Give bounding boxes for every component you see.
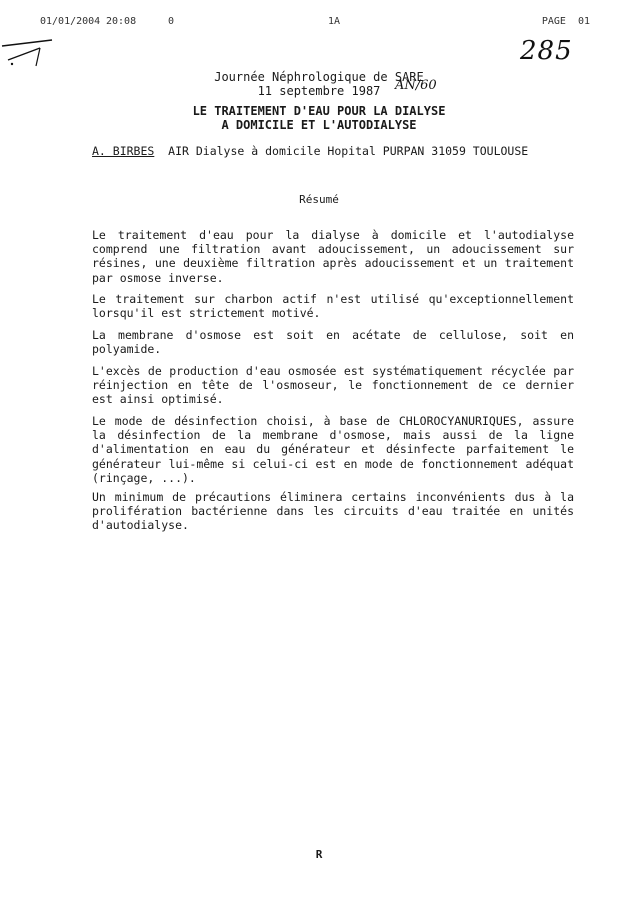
summary-paragraph: Le mode de désinfection choisi, à base de CHLOROCYANURIQUES, assure la désinfection de la membrane d'osmose, mais aussi de la ligne d'alimentation en eau du générateur et désinfecte parfaitement le générateur lui-même si celui-ci est en mode de fonctionnement adéquat (rinçage, ...). — [92, 414, 574, 485]
fax-page: PAGE 01 — [541, 16, 590, 27]
footer-mark: R — [315, 848, 323, 861]
fax-number: 0 — [168, 16, 175, 27]
document-title-line-2: A DOMICILE ET L'AUTODIALYSE — [221, 118, 417, 132]
summary-paragraph: La membrane d'osmose est soit en acétate de cellulose, soit en polyamide. — [92, 328, 574, 357]
summary-paragraph: Le traitement sur charbon actif n'est utilisé qu'exceptionnellement lorsqu'il est strictement motivé. — [92, 292, 574, 321]
handwritten-annotation: AN/60 — [395, 78, 437, 93]
summary-paragraph: L'excès de production d'eau osmosée est systématiquement récyclée par réinjection en tête de l'osmoseur, le fonctionnement de ce dernier est ainsi optimisé. — [92, 364, 574, 407]
fax-time: 20:08 — [106, 16, 137, 27]
handwritten-reference: 285 — [520, 36, 573, 66]
author-name: A. BIRBES — [92, 144, 155, 158]
document-title-line-1: LE TRAITEMENT D'EAU POUR LA DIALYSE — [192, 104, 446, 118]
author-affiliation: AIR Dialyse à domicile Hopital PURPAN 31059 TOULOUSE — [168, 144, 529, 158]
summary-paragraph: Le traitement d'eau pour la dialyse à domicile et l'autodialyse comprend une filtration avant adoucissement, un adoucissement sur résines, une deuxième filtration après adoucissement et un traitement par osmose inverse. — [92, 228, 574, 285]
conference-name: Journée Néphrologique de SARE — [214, 70, 424, 84]
conference-date: 11 septembre 1987 — [257, 84, 381, 98]
fax-code: 1A — [328, 16, 341, 27]
author-line — [92, 144, 528, 158]
summary-title: Résumé — [299, 193, 339, 206]
summary-paragraph: Un minimum de précautions éliminera certains inconvénients dus à la prolifération bactérienne dans les circuits d'eau traitée en unités d'autodialyse. — [92, 490, 574, 533]
corner-scribble — [0, 18, 60, 78]
fax-date: 01/01/2004 — [40, 16, 101, 27]
fax-header — [40, 16, 590, 30]
